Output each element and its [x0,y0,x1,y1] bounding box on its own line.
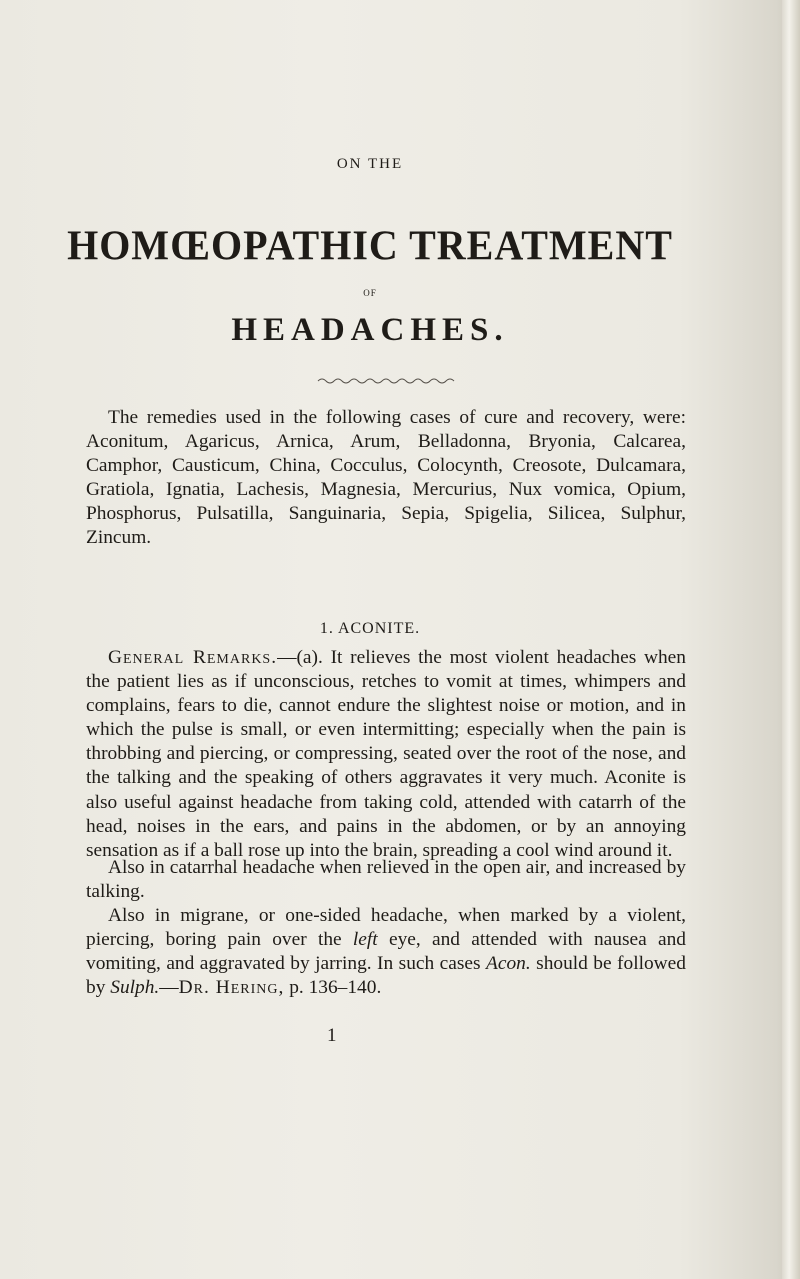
general-remarks-paragraph [86,646,686,863]
page-number: 1 [327,1025,337,1046]
migrane-text-a: Also in migrane, or one-sided headache, when marked by a violent, piercing, boring pain over the [86,905,686,951]
emphasis-left: left [352,929,378,951]
title-connector: OF [363,288,377,298]
intro-paragraph: The remedies used in the following cases of cure and recovery, were: Aconitum, Agaricus, Arnica, Arum, Belladonna, Bryonia, Calcarea, Camphor, Causticum, China, Cocculus, Colocynth, Creosote, Dulcamara, Gratiola, Ignatia, Lachesis, Magnesia, Mercurius, Nux vomica, Opium, Phosphorus, Pulsatilla, Sanguinaria, Sepia, Spigelia, Silicea, Sulphur, Zincum. [86,407,686,549]
remedy-sulph: Sulph. [110,977,160,999]
pre-title: ON THE [336,156,404,172]
reference-author: Dr. Hering, [178,977,285,999]
book-subject: HEADACHES. [231,312,509,348]
remarks-text: —(a). It relieves the most violent headaches when the patient lies as if unconscious, retches to vomit at times, whimpers and complains, fears to die, cannot endure the slightest noise or motion, and in which the pulse is small, or even intermitting; especially when the pain is throbbing and piercing, or compressing, seated over the root of the nose, and the talking and the speaking of others aggravates it very much. Aconite is also useful against headache from taking cold, attended with catarrh of the head, noises in the ears, and pains in the abdomen, or by an annoying sensation as if a ball rose up into the brain, spreading a cool wind around it. [86,647,686,861]
remarks-label: General Remarks. [108,647,278,668]
migrane-text-b: eye, and attended with nausea and vomiting, and aggravated by jarring. In such cases [86,929,686,975]
migrane-text-c: should be followed by [86,953,686,999]
book-title: HOMŒOPATHIC TREATMENT [67,221,673,270]
migrane-paragraph [86,904,686,1000]
page-edge [782,0,800,1279]
remedy-acon: Acon. [486,953,531,975]
catarrhal-paragraph: Also in catarrhal headache when relieved in the open air, and increased by talking. [86,857,686,903]
migrane-dash: — [159,977,179,999]
section-heading: 1. ACONITE. [319,620,421,637]
wavy-rule-ornament [316,376,456,386]
reference-pages: p. 136–140. [284,977,382,999]
